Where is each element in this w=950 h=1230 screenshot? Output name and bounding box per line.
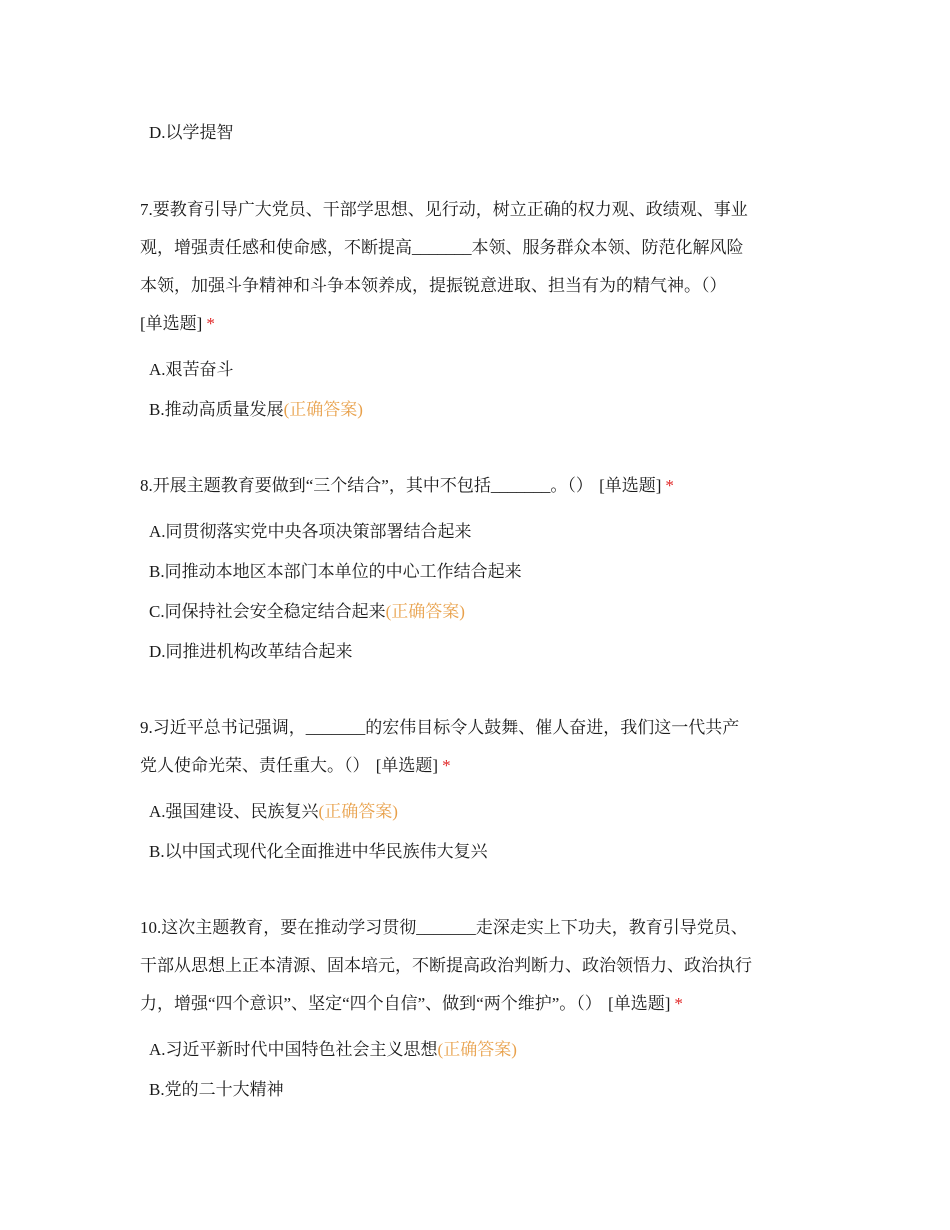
question-8-option-a[interactable] xyxy=(149,520,472,544)
option-text: B.以中国式现代化全面推进中华民族伟大复兴 xyxy=(149,842,488,861)
prev-question-option-d[interactable] xyxy=(149,121,234,145)
question-type-label: [单选题] xyxy=(375,756,439,775)
question-8-line-1 xyxy=(140,474,674,498)
required-mark: * xyxy=(674,994,683,1013)
question-7-option-a[interactable] xyxy=(149,358,234,382)
option-text: A.艰苦奋斗 xyxy=(149,360,234,379)
question-7-line-2 xyxy=(140,236,744,260)
question-9-option-b[interactable] xyxy=(149,840,488,864)
question-8-option-b[interactable] xyxy=(149,560,522,584)
option-text: A.习近平新时代中国特色社会主义思想 xyxy=(149,1040,438,1059)
question-10-option-b[interactable] xyxy=(149,1078,284,1102)
question-text: 观，增强责任感和使命感，不断提高_______本领、服务群众本领、防范化解风险 xyxy=(140,238,744,257)
option-text: A.同贯彻落实党中央各项决策部署结合起来 xyxy=(149,522,472,541)
option-text: B.推动高质量发展 xyxy=(149,400,284,419)
question-text: 力，增强“四个意识”、坚定“四个自信”、做到“两个维护”。（） xyxy=(140,994,602,1013)
question-9-line-2 xyxy=(140,754,451,778)
option-text: B.党的二十大精神 xyxy=(149,1080,284,1099)
correct-answer-tag: (正确答案) xyxy=(385,602,465,621)
question-text: 10.这次主题教育，要在推动学习贯彻_______走深走实上下功夫，教育引导党员、 xyxy=(140,918,748,937)
question-type-label: [单选题] xyxy=(599,476,662,495)
required-mark: * xyxy=(206,314,215,333)
question-text: 干部从思想上正本清源、固本培元，不断提高政治判断力、政治领悟力、政治执行 xyxy=(140,956,752,975)
question-type-label: [单选题] xyxy=(140,314,203,333)
option-text: D.同推进机构改革结合起来 xyxy=(149,642,353,661)
question-text: 7.要教育引导广大党员、干部学思想、见行动，树立正确的权力观、政绩观、事业 xyxy=(140,200,748,219)
correct-answer-tag: (正确答案) xyxy=(283,400,363,419)
question-10-line-1 xyxy=(140,916,748,940)
correct-answer-tag: (正确答案) xyxy=(318,802,398,821)
option-text: A.强国建设、民族复兴 xyxy=(149,802,319,821)
question-8-option-d[interactable] xyxy=(149,640,353,664)
question-type-label: [单选题] xyxy=(608,994,671,1013)
required-mark: * xyxy=(665,476,674,495)
option-text: C.同保持社会安全稳定结合起来 xyxy=(149,602,386,621)
question-7-line-1 xyxy=(140,198,748,222)
question-10-line-2 xyxy=(140,954,752,978)
question-7-type xyxy=(140,312,215,336)
question-7-option-b[interactable] xyxy=(149,398,363,422)
question-10-option-a[interactable] xyxy=(149,1038,517,1062)
option-text: D.以学提智 xyxy=(149,123,234,142)
question-text: 9.习近平总书记强调，_______的宏伟目标令人鼓舞、催人奋进，我们这一代共产 xyxy=(140,718,740,737)
question-9-option-a[interactable] xyxy=(149,800,398,824)
question-text: 党人使命光荣、责任重大。（） xyxy=(140,756,370,775)
question-text: 8.开展主题教育要做到“三个结合”，其中不包括_______。（） xyxy=(140,476,593,495)
option-text: B.同推动本地区本部门本单位的中心工作结合起来 xyxy=(149,562,522,581)
correct-answer-tag: (正确答案) xyxy=(437,1040,517,1059)
question-9-line-1 xyxy=(140,716,739,740)
question-7-line-3 xyxy=(140,274,727,298)
question-10-line-3 xyxy=(140,992,683,1016)
required-mark: * xyxy=(442,756,451,775)
question-text: 本领，加强斗争精神和斗争本领养成，提振锐意进取、担当有为的精气神。（） xyxy=(140,276,727,295)
question-8-option-c[interactable] xyxy=(149,600,465,624)
